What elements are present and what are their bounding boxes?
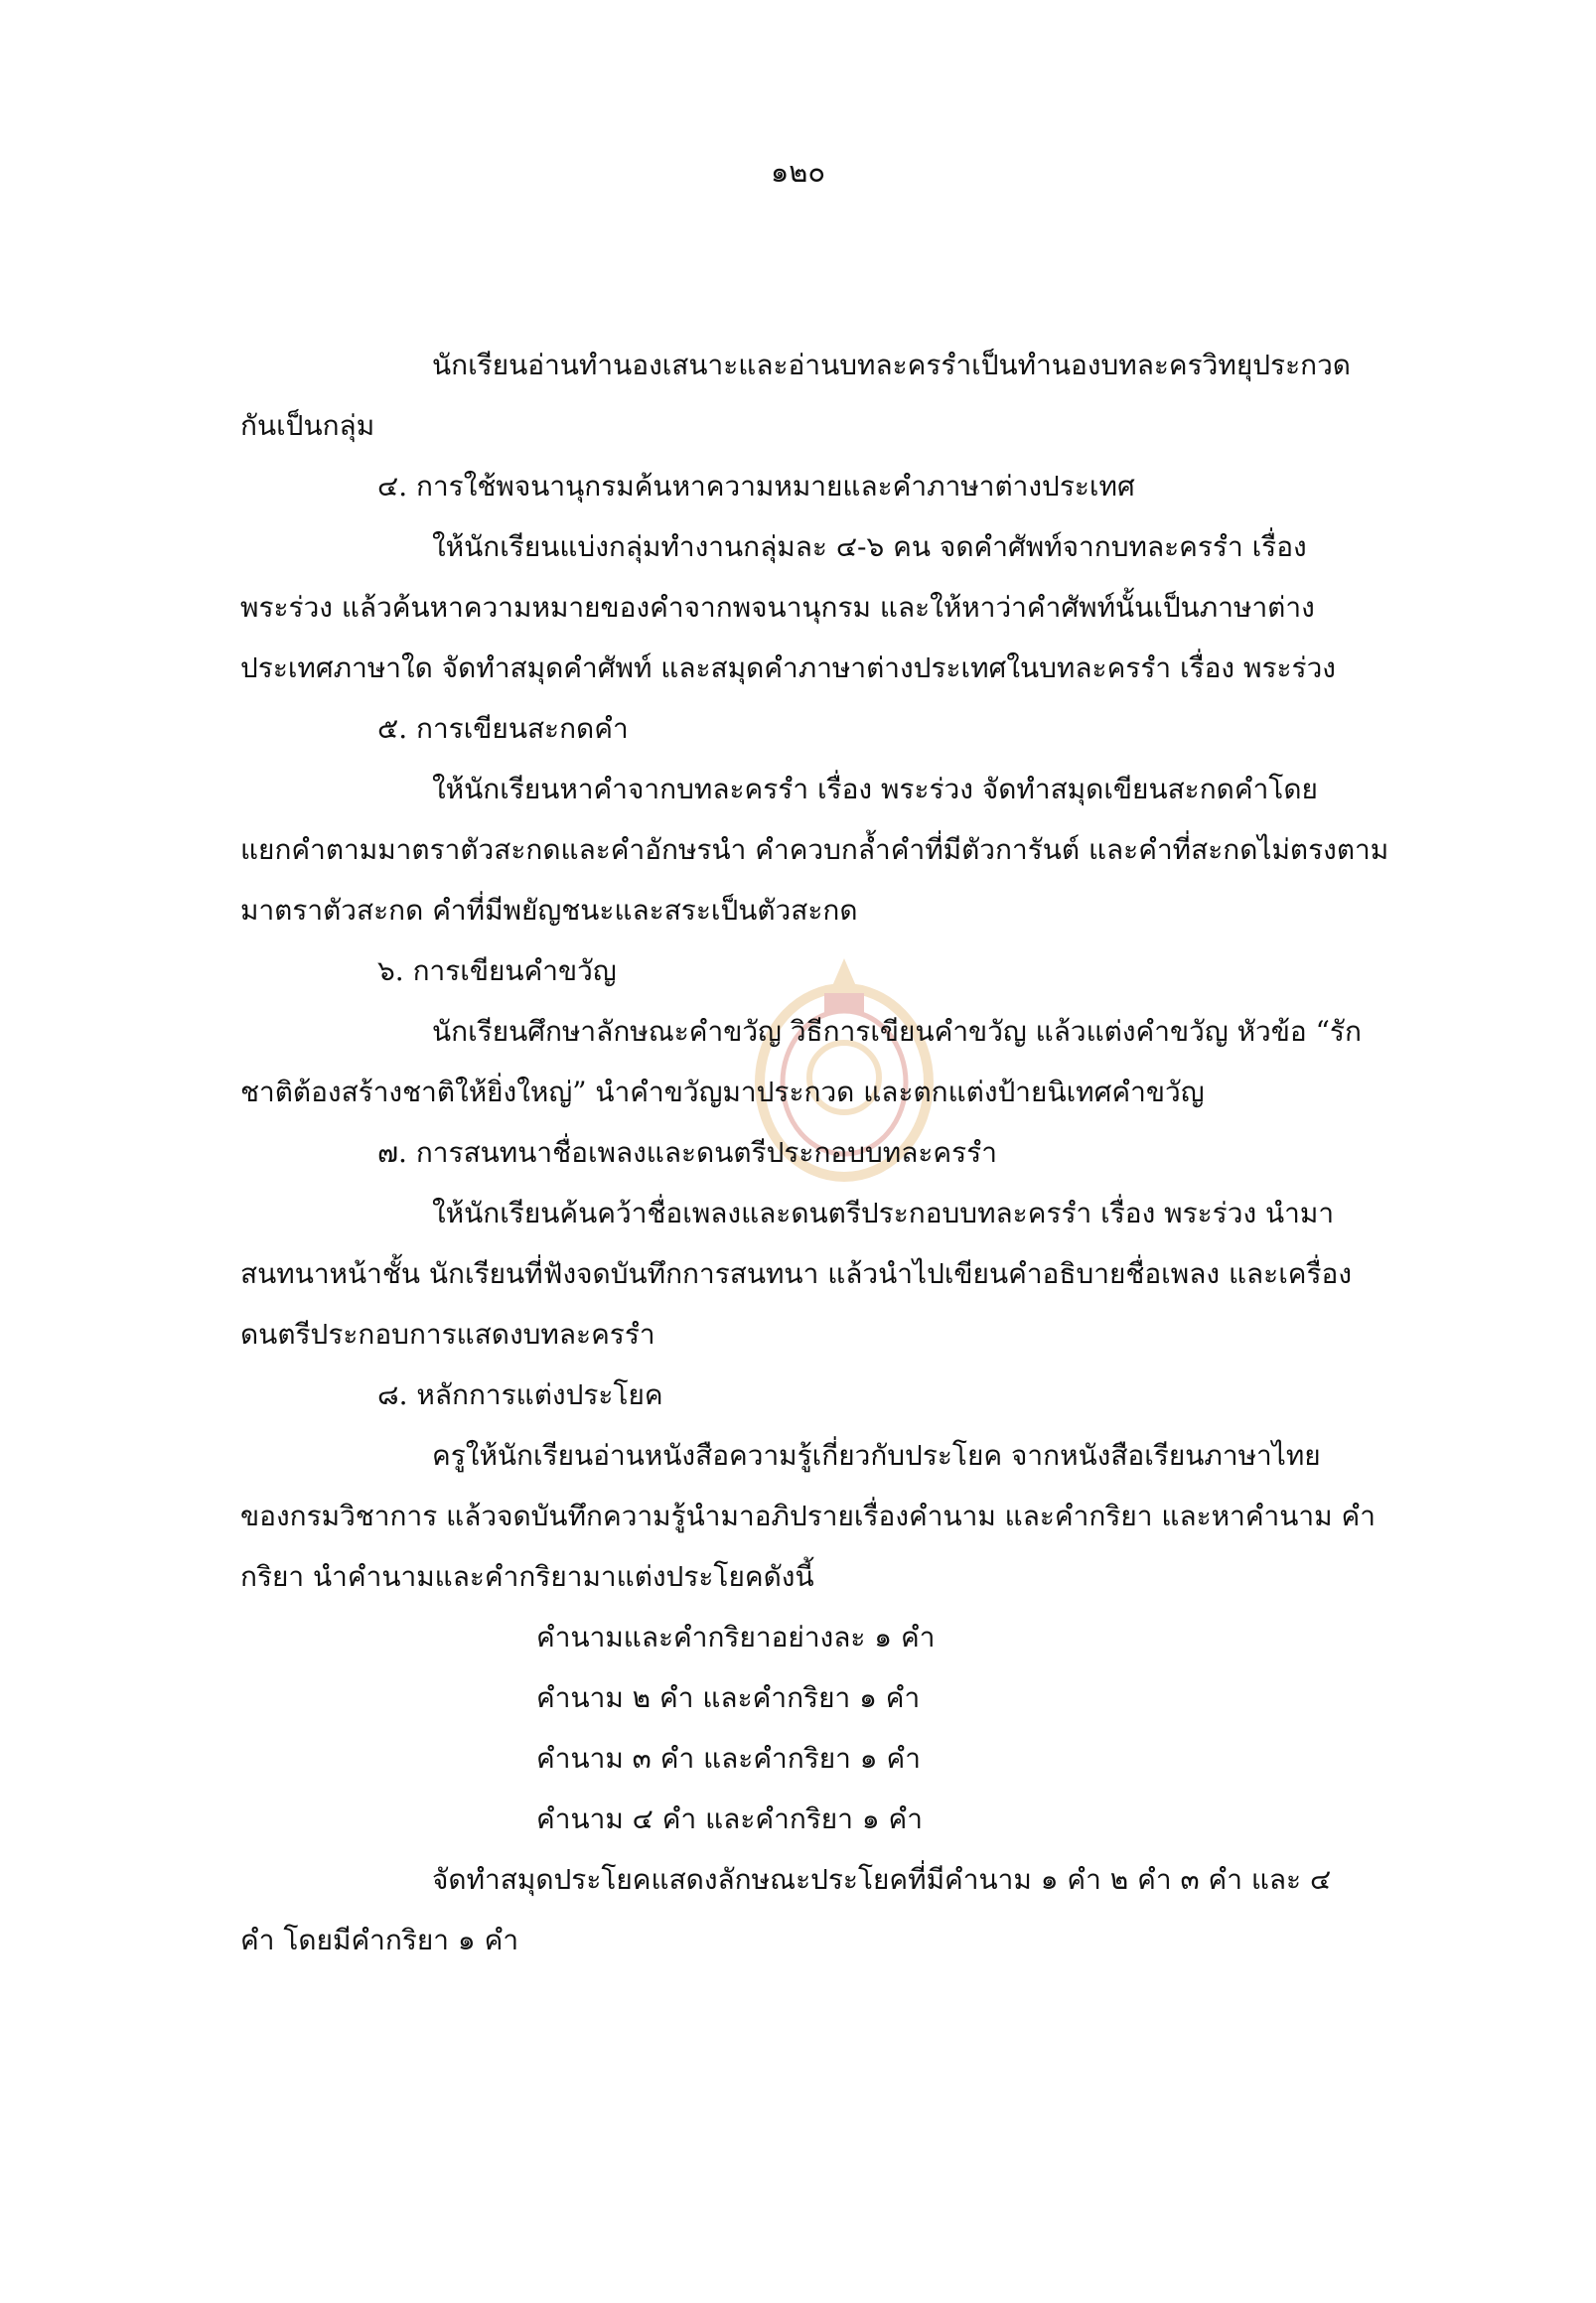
paragraph-line: ให้นักเรียนแบ่งกลุ่มทำงานกลุ่มละ ๔-๖ คน จดคำศัพท์จากบทละครรำ เรื่อง xyxy=(432,530,1307,563)
paragraph-line: สนทนาหน้าชั้น นักเรียนที่ฟังจดบันทึกการสนทนา แล้วนำไปเขียนคำอธิบายชื่อเพลง และเครื่อง xyxy=(240,1257,1353,1290)
paragraph-line: กริยา นำคำนามและคำกริยามาแต่งประโยคดังนี้ xyxy=(240,1560,814,1593)
section-heading: ๔. การใช้พจนานุกรมค้นหาความหมายและคำภาษาต่างประเทศ xyxy=(377,470,1135,503)
paragraph-line: นักเรียนอ่านทำนองเสนาะและอ่านบทละครรำเป็นทำนองบทละครวิทยุประกวด xyxy=(432,349,1351,381)
section-heading: ๕. การเขียนสะกดคำ xyxy=(377,712,629,745)
paragraph-line: มาตราตัวสะกด คำที่มีพยัญชนะและสระเป็นตัวสะกด xyxy=(240,894,858,927)
list-item: คำนาม ๒ คำ และคำกริยา ๑ คำ xyxy=(536,1681,921,1714)
paragraph-line: ชาติต้องสร้างชาติให้ยิ่งใหญ่” นำคำขวัญมาประกวด และตกแต่งป้ายนิเทศคำขวัญ xyxy=(240,1076,1205,1108)
page-number: ๑๒๐ xyxy=(770,155,826,189)
section-heading: ๘. หลักการแต่งประโยค xyxy=(377,1378,663,1411)
paragraph-line: แยกคำตามมาตราตัวสะกดและคำอักษรนำ คำควบกล้ำคำที่มีตัวการันต์ และคำที่สะกดไม่ตรงตาม xyxy=(240,833,1389,866)
paragraph-line: จัดทำสมุดประโยคแสดงลักษณะประโยคที่มีคำนาม ๑ คำ ๒ คำ ๓ คำ และ ๔ xyxy=(432,1863,1332,1896)
paragraph-line: ประเทศภาษาใด จัดทำสมุดคำศัพท์ และสมุดคำภาษาต่างประเทศในบทละครรำ เรื่อง พระร่วง xyxy=(240,651,1336,684)
paragraph-line: ครูให้นักเรียนอ่านหนังสือความรู้เกี่ยวกับประโยค จากหนังสือเรียนภาษาไทย xyxy=(432,1439,1321,1472)
paragraph-line: คำ โดยมีคำกริยา ๑ คำ xyxy=(240,1924,519,1956)
list-item: คำนาม ๔ คำ และคำกริยา ๑ คำ xyxy=(536,1802,923,1835)
list-item: คำนามและคำกริยาอย่างละ ๑ คำ xyxy=(536,1621,936,1654)
list-item: คำนาม ๓ คำ และคำกริยา ๑ คำ xyxy=(536,1742,921,1775)
paragraph-line: ให้นักเรียนหาคำจากบทละครรำ เรื่อง พระร่วง จัดทำสมุดเขียนสะกดคำโดย xyxy=(432,773,1318,805)
section-heading: ๗. การสนทนาชื่อเพลงและดนตรีประกอบบทละครรำ xyxy=(377,1136,997,1169)
section-heading: ๖. การเขียนคำขวัญ xyxy=(377,954,617,987)
paragraph-line: นักเรียนศึกษาลักษณะคำขวัญ วิธีการเขียนคำขวัญ แล้วแต่งคำขวัญ หัวข้อ “รัก xyxy=(432,1015,1362,1048)
paragraph-line: ของกรมวิชาการ แล้วจดบันทึกความรู้นำมาอภิปรายเรื่องคำนาม และคำกริยา และหาคำนาม คำ xyxy=(240,1500,1376,1532)
paragraph-line: ดนตรีประกอบการแสดงบทละครรำ xyxy=(240,1318,655,1351)
paragraph-line: พระร่วง แล้วค้นหาความหมายของคำจากพจนานุกรม และให้หาว่าคำศัพท์นั้นเป็นภาษาต่าง xyxy=(240,591,1315,624)
paragraph-line: กันเป็นกลุ่ม xyxy=(240,409,375,442)
paragraph-line: ให้นักเรียนค้นคว้าชื่อเพลงและดนตรีประกอบบทละครรำ เรื่อง พระร่วง นำมา xyxy=(432,1197,1335,1229)
